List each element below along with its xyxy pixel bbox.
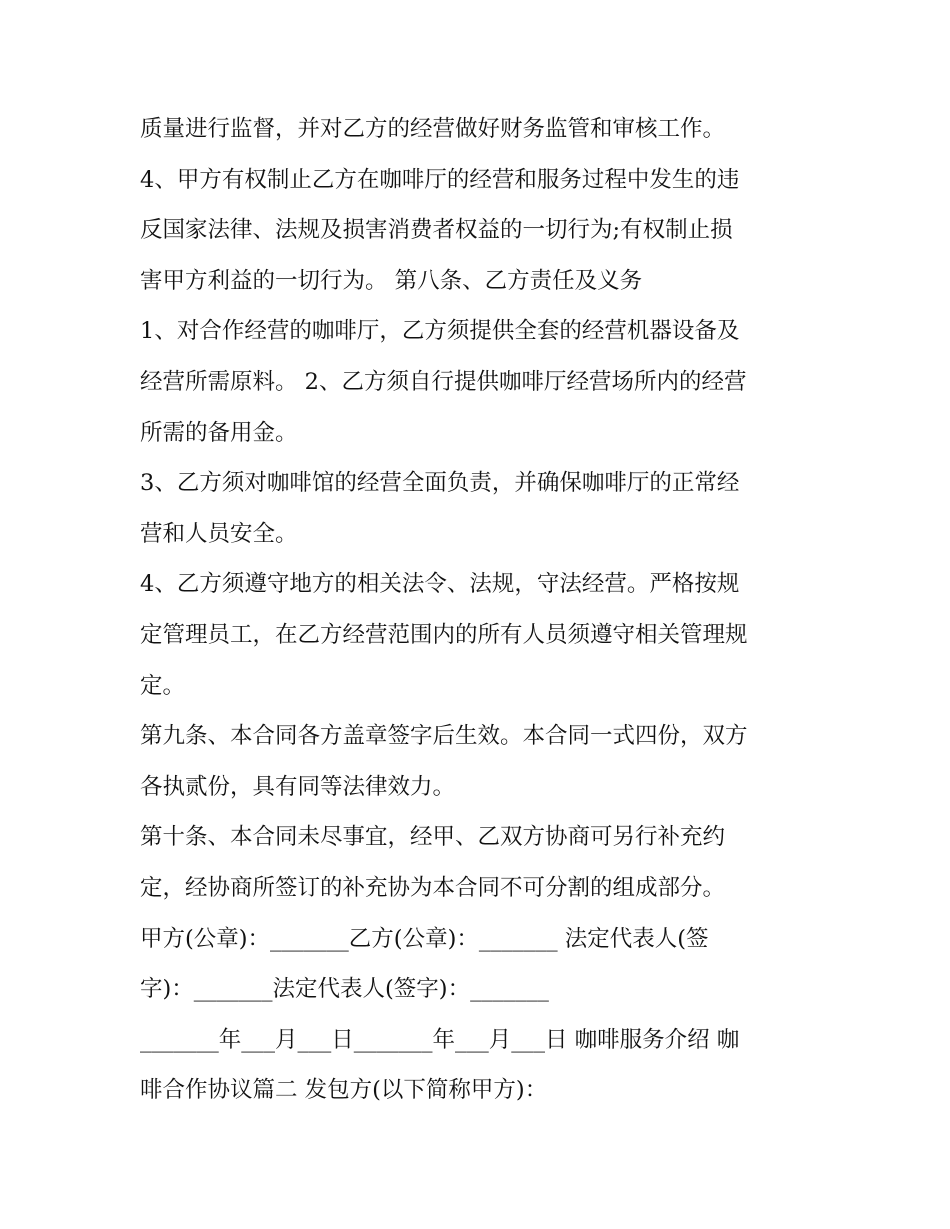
- text-line: 4、甲方有权制止乙方在咖啡厅的经营和服务过程中发生的违: [140, 166, 740, 193]
- text-line: 各执贰份，具有同等法律效力。: [140, 773, 456, 800]
- text-line: 3、乙方须对咖啡馆的经营全面负责，并确保咖啡厅的正常经: [140, 470, 740, 497]
- text-line: 所需的备用金。: [140, 419, 298, 446]
- text-line: 啡合作协议篇二 发包方(以下简称甲方)：: [140, 1077, 548, 1104]
- text-line: 第十条、本合同未尽事宜，经甲、乙双方协商可另行补充约: [140, 824, 726, 851]
- text-line: 定管理员工，在乙方经营范围内的所有人员须遵守相关管理规: [140, 621, 748, 648]
- text-line: 1、对合作经营的咖啡厅，乙方须提供全套的经营机器设备及: [140, 318, 740, 345]
- signature-line: 字)：_______法定代表人(签字)：_______: [140, 976, 549, 1003]
- text-line: 第九条、本合同各方盖章签字后生效。本合同一式四份，双方: [140, 723, 748, 750]
- text-line: 定，经协商所签订的补充协为本合同不可分割的组成部分。: [140, 874, 726, 901]
- text-line: 定。: [140, 672, 186, 699]
- text-line: 害甲方利益的一切行为。 第八条、乙方责任及义务: [140, 267, 643, 294]
- contract-body: [140, 104, 840, 1116]
- text-line: 反国家法律、法规及损害消费者权益的一切行为;有权制止损: [140, 217, 733, 244]
- date-line: _______年___月___日_______年___月___日 咖啡服务介绍 咖: [140, 1026, 740, 1053]
- text-line: 营和人员安全。: [140, 520, 298, 547]
- signature-line: 甲方(公章)：_______乙方(公章)：_______ 法定代表人(签: [140, 925, 709, 952]
- text-line: 4、乙方须遵守地方的相关法令、法规，守法经营。严格按规: [140, 571, 740, 598]
- text-line: 质量进行监督，并对乙方的经营做好财务监管和审核工作。: [140, 116, 726, 142]
- text-line: 经营所需原料。 2、乙方须自行提供咖啡厅经营场所内的经营: [140, 368, 747, 395]
